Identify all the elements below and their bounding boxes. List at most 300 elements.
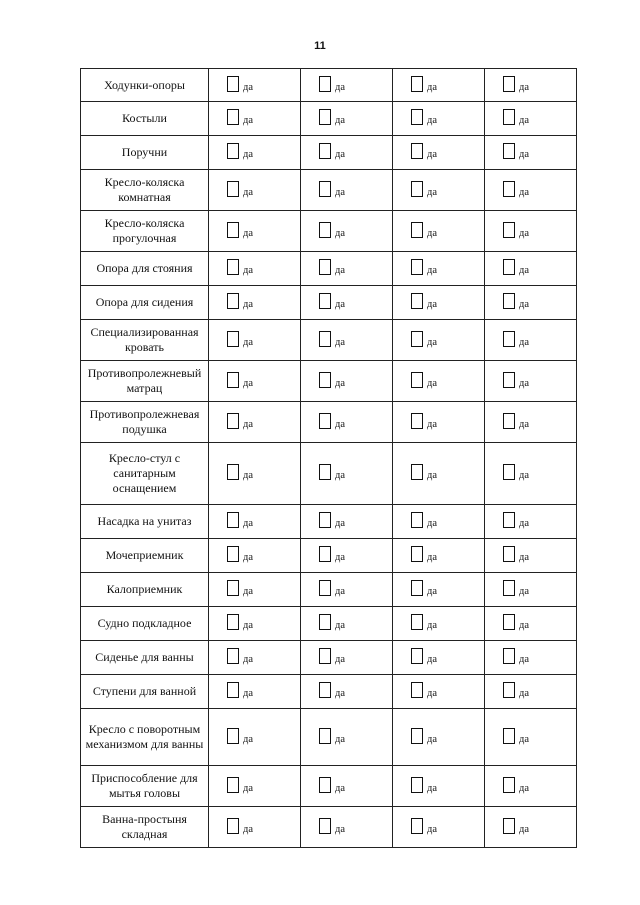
option-cell [209, 807, 301, 848]
yes-checkbox-option[interactable] [209, 224, 300, 239]
checkbox-label: да [243, 620, 254, 631]
checkbox-square-icon[interactable] [503, 728, 515, 744]
option-cell [485, 539, 577, 573]
checkbox-square-icon[interactable] [227, 372, 239, 388]
yes-checkbox-option[interactable] [301, 261, 392, 276]
yes-checkbox-option[interactable] [393, 820, 484, 835]
checkbox-square-icon[interactable] [319, 293, 331, 309]
option-cell [393, 641, 485, 675]
yes-checkbox-option[interactable] [301, 466, 392, 481]
checkbox-label: да [519, 733, 530, 745]
option-cell [485, 252, 577, 286]
checkbox-square-icon[interactable] [319, 413, 331, 429]
checkbox-square-icon[interactable] [503, 413, 515, 429]
checkbox-label: да [519, 620, 530, 631]
checkbox-square-icon[interactable] [319, 464, 331, 480]
checkbox-label: да [519, 265, 530, 276]
option-cell [485, 102, 577, 136]
checkbox-square-icon[interactable] [411, 293, 423, 309]
checkbox-label: да [427, 733, 438, 745]
checkbox-square-icon[interactable] [503, 682, 515, 698]
checkbox-square-icon[interactable] [319, 728, 331, 744]
item-label: Кресло-стул с санитарным оснащением [81, 443, 209, 505]
option-cell [301, 402, 393, 443]
checkbox-label: да [427, 782, 438, 794]
checkbox-square-icon[interactable] [411, 76, 423, 92]
yes-checkbox-option[interactable] [209, 779, 300, 794]
yes-checkbox-option[interactable] [301, 616, 392, 631]
option-cell [301, 539, 393, 573]
checkbox-label: да [243, 377, 254, 389]
checkbox-square-icon[interactable] [227, 413, 239, 429]
yes-checkbox-option[interactable] [301, 374, 392, 389]
checkbox-label: да [427, 823, 438, 835]
table-row [81, 211, 577, 252]
checkbox-label: да [427, 299, 438, 310]
checkbox-square-icon[interactable] [319, 143, 331, 159]
yes-checkbox-option[interactable] [393, 111, 484, 126]
yes-checkbox-option[interactable] [485, 333, 576, 348]
item-label: Калоприемник [81, 573, 209, 607]
yes-checkbox-option[interactable] [485, 616, 576, 631]
option-cell [485, 320, 577, 361]
yes-checkbox-option[interactable] [485, 466, 576, 481]
checkbox-square-icon[interactable] [319, 818, 331, 834]
checkbox-square-icon[interactable] [411, 682, 423, 698]
yes-checkbox-option[interactable] [209, 374, 300, 389]
checkbox-label: да [335, 823, 346, 835]
checkbox-label: да [335, 733, 346, 745]
option-cell [301, 211, 393, 252]
option-cell [301, 102, 393, 136]
yes-checkbox-option[interactable] [209, 684, 300, 699]
checkbox-label: да [243, 81, 254, 93]
yes-checkbox-option[interactable] [485, 820, 576, 835]
yes-checkbox-option[interactable] [209, 295, 300, 310]
checkbox-square-icon[interactable] [411, 546, 423, 562]
yes-checkbox-option[interactable] [485, 684, 576, 699]
option-cell [485, 402, 577, 443]
checkbox-square-icon[interactable] [227, 777, 239, 793]
checkbox-square-icon[interactable] [503, 512, 515, 528]
yes-checkbox-option[interactable] [393, 730, 484, 745]
table-row [81, 766, 577, 807]
option-cell [209, 402, 301, 443]
option-cell [485, 69, 577, 102]
checkbox-label: да [335, 586, 346, 597]
option-cell [393, 402, 485, 443]
option-cell [209, 641, 301, 675]
yes-checkbox-option[interactable] [301, 78, 392, 93]
checkbox-square-icon[interactable] [319, 76, 331, 92]
yes-checkbox-option[interactable] [301, 111, 392, 126]
page-number: 11 [314, 40, 326, 52]
checkbox-label: да [519, 654, 530, 665]
yes-checkbox-option[interactable] [301, 779, 392, 794]
option-cell [209, 766, 301, 807]
checkbox-square-icon[interactable] [227, 580, 239, 596]
checkbox-square-icon[interactable] [319, 222, 331, 238]
checkbox-square-icon[interactable] [319, 372, 331, 388]
option-cell [485, 361, 577, 402]
checkbox-square-icon[interactable] [319, 512, 331, 528]
yes-checkbox-option[interactable] [485, 183, 576, 198]
checkbox-square-icon[interactable] [411, 464, 423, 480]
checkbox-square-icon[interactable] [319, 777, 331, 793]
yes-checkbox-option[interactable] [301, 514, 392, 529]
yes-checkbox-option[interactable] [393, 514, 484, 529]
table-row [81, 641, 577, 675]
yes-checkbox-option[interactable] [393, 295, 484, 310]
checkbox-square-icon[interactable] [227, 728, 239, 744]
checkbox-label: да [243, 299, 254, 310]
checkbox-label: да [243, 336, 254, 348]
yes-checkbox-option[interactable] [209, 111, 300, 126]
yes-checkbox-option[interactable] [209, 548, 300, 563]
option-cell [485, 709, 577, 766]
checkbox-label: да [335, 782, 346, 794]
option-cell [209, 170, 301, 211]
checkbox-label: да [427, 186, 438, 198]
checkbox-square-icon[interactable] [319, 546, 331, 562]
checkbox-square-icon[interactable] [503, 648, 515, 664]
option-cell [485, 807, 577, 848]
checkbox-square-icon[interactable] [503, 259, 515, 275]
yes-checkbox-option[interactable] [301, 333, 392, 348]
checkbox-label: да [519, 552, 530, 563]
yes-checkbox-option[interactable] [393, 261, 484, 276]
yes-checkbox-option[interactable] [209, 183, 300, 198]
option-cell [393, 286, 485, 320]
yes-checkbox-option[interactable] [301, 548, 392, 563]
checkbox-square-icon[interactable] [319, 682, 331, 698]
yes-checkbox-option[interactable] [485, 514, 576, 529]
checkbox-square-icon[interactable] [411, 728, 423, 744]
option-cell [209, 539, 301, 573]
checkbox-square-icon[interactable] [227, 293, 239, 309]
checkbox-label: да [243, 654, 254, 665]
yes-checkbox-option[interactable] [485, 650, 576, 665]
yes-checkbox-option[interactable] [301, 415, 392, 430]
checkbox-label: да [335, 377, 346, 389]
option-cell [393, 102, 485, 136]
option-cell [301, 320, 393, 361]
checkbox-square-icon[interactable] [503, 614, 515, 630]
option-cell [301, 675, 393, 709]
checkbox-label: да [519, 186, 530, 198]
option-cell [301, 807, 393, 848]
checkbox-square-icon[interactable] [227, 222, 239, 238]
checkbox-square-icon[interactable] [503, 777, 515, 793]
option-cell [485, 641, 577, 675]
checkbox-square-icon[interactable] [227, 464, 239, 480]
yes-checkbox-option[interactable] [301, 730, 392, 745]
yes-checkbox-option[interactable] [393, 616, 484, 631]
checkbox-square-icon[interactable] [227, 546, 239, 562]
checkbox-square-icon[interactable] [227, 331, 239, 347]
checkbox-square-icon[interactable] [503, 546, 515, 562]
yes-checkbox-option[interactable] [209, 820, 300, 835]
option-cell [485, 607, 577, 641]
item-label: Кресло с поворотным механизмом для ванны [81, 709, 209, 766]
table-row [81, 675, 577, 709]
table-row [81, 252, 577, 286]
option-cell [301, 69, 393, 102]
yes-checkbox-option[interactable] [301, 582, 392, 597]
item-label: Мочеприемник [81, 539, 209, 573]
checkbox-square-icon[interactable] [319, 648, 331, 664]
checkbox-label: да [243, 418, 254, 430]
checkbox-square-icon[interactable] [227, 109, 239, 125]
yes-checkbox-option[interactable] [209, 261, 300, 276]
checkbox-square-icon[interactable] [503, 818, 515, 834]
yes-checkbox-option[interactable] [393, 145, 484, 160]
checkbox-label: да [427, 227, 438, 239]
option-cell [209, 443, 301, 505]
option-cell [393, 69, 485, 102]
checkbox-square-icon[interactable] [503, 331, 515, 347]
checkbox-label: да [243, 823, 254, 835]
option-cell [485, 573, 577, 607]
option-cell [209, 573, 301, 607]
option-cell [301, 505, 393, 539]
option-cell [393, 211, 485, 252]
yes-checkbox-option[interactable] [393, 779, 484, 794]
checkbox-square-icon[interactable] [227, 614, 239, 630]
checkbox-square-icon[interactable] [319, 580, 331, 596]
checkbox-square-icon[interactable] [411, 222, 423, 238]
yes-checkbox-option[interactable] [209, 730, 300, 745]
yes-checkbox-option[interactable] [485, 548, 576, 563]
yes-checkbox-option[interactable] [301, 684, 392, 699]
item-label: Опора для стояния [81, 252, 209, 286]
yes-checkbox-option[interactable] [209, 78, 300, 93]
yes-checkbox-option[interactable] [393, 374, 484, 389]
checkbox-square-icon[interactable] [411, 777, 423, 793]
checkbox-label: да [243, 227, 254, 239]
checkbox-square-icon[interactable] [227, 181, 239, 197]
yes-checkbox-option[interactable] [393, 650, 484, 665]
yes-checkbox-option[interactable] [485, 415, 576, 430]
yes-checkbox-option[interactable] [209, 415, 300, 430]
yes-checkbox-option[interactable] [485, 779, 576, 794]
yes-checkbox-option[interactable] [301, 295, 392, 310]
checkbox-label: да [335, 518, 346, 529]
checkbox-square-icon[interactable] [503, 109, 515, 125]
yes-checkbox-option[interactable] [393, 183, 484, 198]
item-label: Поручни [81, 136, 209, 170]
checkbox-label: да [427, 265, 438, 276]
yes-checkbox-option[interactable] [393, 415, 484, 430]
table-row [81, 286, 577, 320]
table-row [81, 320, 577, 361]
yes-checkbox-option[interactable] [485, 145, 576, 160]
option-cell [301, 252, 393, 286]
item-label: Сиденье для ванны [81, 641, 209, 675]
checkbox-label: да [427, 418, 438, 430]
checkbox-square-icon[interactable] [319, 331, 331, 347]
item-label: Специализированная кровать [81, 320, 209, 361]
yes-checkbox-option[interactable] [209, 145, 300, 160]
checkbox-square-icon[interactable] [411, 614, 423, 630]
item-label: Противопролежневый матрац [81, 361, 209, 402]
yes-checkbox-option[interactable] [485, 224, 576, 239]
yes-checkbox-option[interactable] [393, 548, 484, 563]
option-cell [485, 170, 577, 211]
item-label: Опора для сидения [81, 286, 209, 320]
checkbox-square-icon[interactable] [411, 109, 423, 125]
yes-checkbox-option[interactable] [209, 616, 300, 631]
yes-checkbox-option[interactable] [485, 111, 576, 126]
checkbox-label: да [243, 186, 254, 198]
checkbox-square-icon[interactable] [411, 580, 423, 596]
checkbox-square-icon[interactable] [319, 259, 331, 275]
checkbox-label: да [427, 620, 438, 631]
checkbox-label: да [335, 418, 346, 430]
yes-checkbox-option[interactable] [485, 374, 576, 389]
yes-checkbox-option[interactable] [485, 730, 576, 745]
checkbox-label: да [519, 418, 530, 430]
equipment-table-body [81, 69, 577, 848]
checkbox-square-icon[interactable] [411, 372, 423, 388]
yes-checkbox-option[interactable] [393, 78, 484, 93]
checkbox-square-icon[interactable] [227, 512, 239, 528]
checkbox-label: да [427, 81, 438, 93]
yes-checkbox-option[interactable] [301, 224, 392, 239]
checkbox-label: да [335, 299, 346, 310]
checkbox-label: да [243, 518, 254, 529]
yes-checkbox-option[interactable] [301, 650, 392, 665]
checkbox-square-icon[interactable] [227, 143, 239, 159]
checkbox-label: да [243, 470, 254, 481]
yes-checkbox-option[interactable] [209, 466, 300, 481]
checkbox-square-icon[interactable] [503, 372, 515, 388]
checkbox-label: да [427, 377, 438, 389]
option-cell [209, 320, 301, 361]
yes-checkbox-option[interactable] [485, 295, 576, 310]
checkbox-square-icon[interactable] [503, 181, 515, 197]
option-cell [393, 443, 485, 505]
checkbox-square-icon[interactable] [411, 413, 423, 429]
yes-checkbox-option[interactable] [393, 684, 484, 699]
option-cell [301, 607, 393, 641]
checkbox-square-icon[interactable] [227, 648, 239, 664]
option-cell [393, 766, 485, 807]
item-label: Ходунки-опоры [81, 69, 209, 102]
checkbox-label: да [519, 336, 530, 348]
option-cell [301, 641, 393, 675]
table-row [81, 807, 577, 848]
yes-checkbox-option[interactable] [485, 78, 576, 93]
checkbox-square-icon[interactable] [503, 580, 515, 596]
checkbox-label: да [519, 227, 530, 239]
checkbox-square-icon[interactable] [227, 76, 239, 92]
table-row [81, 443, 577, 505]
yes-checkbox-option[interactable] [301, 820, 392, 835]
table-row [81, 361, 577, 402]
option-cell [209, 607, 301, 641]
yes-checkbox-option[interactable] [209, 514, 300, 529]
checkbox-square-icon[interactable] [503, 76, 515, 92]
checkbox-square-icon[interactable] [411, 259, 423, 275]
yes-checkbox-option[interactable] [301, 145, 392, 160]
option-cell [485, 136, 577, 170]
option-cell [393, 675, 485, 709]
table-row [81, 607, 577, 641]
checkbox-square-icon[interactable] [319, 109, 331, 125]
checkbox-square-icon[interactable] [411, 648, 423, 664]
checkbox-label: да [243, 265, 254, 276]
item-label: Кресло-коляска комнатная [81, 170, 209, 211]
checkbox-square-icon[interactable] [411, 818, 423, 834]
checkbox-label: да [335, 149, 346, 160]
checkbox-label: да [335, 688, 346, 699]
option-cell [209, 286, 301, 320]
checkbox-label: да [243, 552, 254, 563]
checkbox-square-icon[interactable] [411, 181, 423, 197]
checkbox-square-icon[interactable] [411, 512, 423, 528]
item-label: Приспособление для мытья головы [81, 766, 209, 807]
item-label: Костыли [81, 102, 209, 136]
yes-checkbox-option[interactable] [485, 582, 576, 597]
option-cell [301, 573, 393, 607]
checkbox-label: да [519, 782, 530, 794]
yes-checkbox-option[interactable] [393, 582, 484, 597]
yes-checkbox-option[interactable] [301, 183, 392, 198]
option-cell [393, 170, 485, 211]
checkbox-label: да [427, 336, 438, 348]
item-label: Кресло-коляска прогулочная [81, 211, 209, 252]
table-row [81, 709, 577, 766]
checkbox-label: да [335, 115, 346, 126]
checkbox-square-icon[interactable] [411, 143, 423, 159]
yes-checkbox-option[interactable] [393, 333, 484, 348]
checkbox-square-icon[interactable] [503, 293, 515, 309]
table-row [81, 136, 577, 170]
table-row [81, 573, 577, 607]
option-cell [485, 766, 577, 807]
table-row [81, 402, 577, 443]
checkbox-label: да [427, 115, 438, 126]
item-label: Судно подкладное [81, 607, 209, 641]
checkbox-square-icon[interactable] [503, 143, 515, 159]
table-row [81, 170, 577, 211]
checkbox-square-icon[interactable] [503, 222, 515, 238]
checkbox-label: да [427, 586, 438, 597]
yes-checkbox-option[interactable] [209, 650, 300, 665]
option-cell [209, 102, 301, 136]
checkbox-square-icon[interactable] [319, 614, 331, 630]
checkbox-label: да [243, 149, 254, 160]
option-cell [209, 709, 301, 766]
checkbox-square-icon[interactable] [227, 259, 239, 275]
yes-checkbox-option[interactable] [393, 224, 484, 239]
checkbox-square-icon[interactable] [319, 181, 331, 197]
item-label: Ванна-простыня складная [81, 807, 209, 848]
yes-checkbox-option[interactable] [209, 333, 300, 348]
yes-checkbox-option[interactable] [485, 261, 576, 276]
checkbox-square-icon[interactable] [411, 331, 423, 347]
checkbox-label: да [335, 336, 346, 348]
checkbox-square-icon[interactable] [227, 682, 239, 698]
checkbox-square-icon[interactable] [227, 818, 239, 834]
checkbox-label: да [519, 470, 530, 481]
item-label: Насадка на унитаз [81, 505, 209, 539]
checkbox-square-icon[interactable] [503, 464, 515, 480]
yes-checkbox-option[interactable] [209, 582, 300, 597]
option-cell [301, 709, 393, 766]
yes-checkbox-option[interactable] [393, 466, 484, 481]
